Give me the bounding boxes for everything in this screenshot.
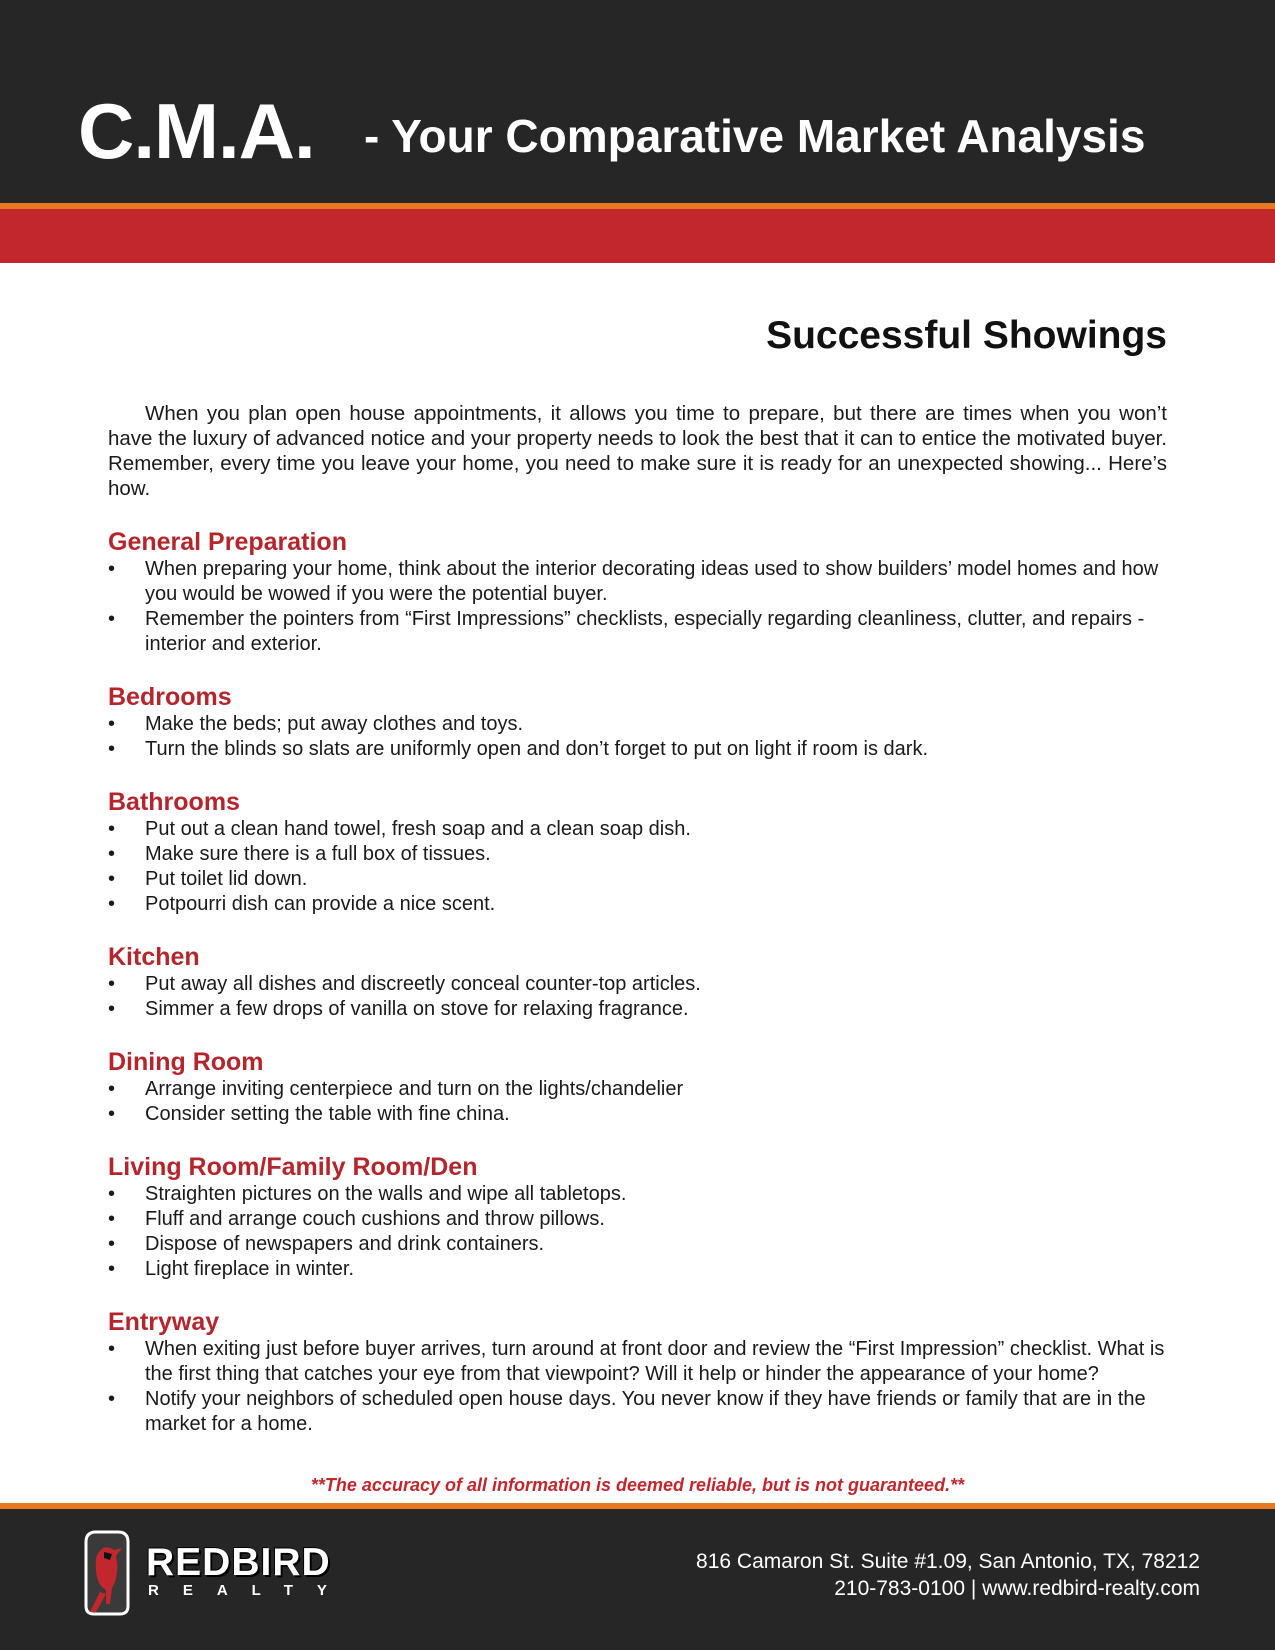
bullet-icon: • [108, 1208, 116, 1230]
list-item [108, 867, 1173, 892]
separator: | [970, 1577, 977, 1600]
section-heading: Entryway [108, 1308, 220, 1336]
list-item-text: When exiting just before buyer arrives, turn around at front door and review the “First Impression” checklist. What is the first thing that catches your eye from that viewpoint? Will it help or hinder the appearance of your home? [145, 1338, 1165, 1385]
list-item-text: Put away all dishes and discreetly conceal counter-top articles. [145, 973, 701, 995]
list-item-text: Fluff and arrange couch cushions and throw pillows. [145, 1208, 605, 1230]
bullet-icon: • [108, 818, 116, 840]
list-item [108, 1207, 1173, 1232]
list-item [108, 1337, 1173, 1387]
address-line: 816 Camaron St. Suite #1.09, San Antonio, TX, 78212 [696, 1550, 1200, 1573]
list-item [108, 1387, 1173, 1437]
header-bar [0, 0, 1275, 203]
bullet-icon: • [108, 1233, 116, 1255]
bullet-icon: • [108, 1388, 116, 1410]
bullet-icon: • [108, 1338, 116, 1360]
section-living-room [108, 1152, 1173, 1282]
section-heading: Bathrooms [108, 788, 240, 816]
brand-name: REDBIRD [146, 1541, 331, 1584]
bullet-icon: • [108, 843, 116, 865]
list-item [108, 557, 1173, 607]
bullet-icon: • [108, 713, 116, 735]
list-item-text: Potpourri dish can provide a nice scent. [145, 893, 496, 915]
section-heading: Dining Room [108, 1048, 264, 1076]
section-dining-room [108, 1047, 1173, 1127]
list-item [108, 817, 1173, 842]
cma-logo: C.M.A. [78, 87, 315, 175]
bullet-icon: • [108, 738, 116, 760]
list-item [108, 1257, 1173, 1282]
header-subtitle: - Your Comparative Market Analysis [364, 110, 1146, 162]
list-item-text: Put out a clean hand towel, fresh soap and a clean soap dish. [145, 818, 691, 840]
list-item [108, 842, 1173, 867]
bullet-icon: • [108, 558, 116, 580]
section-heading: Living Room/Family Room/Den [108, 1153, 478, 1181]
list-item [108, 1232, 1173, 1257]
section-general-preparation [108, 527, 1173, 657]
contact-info [696, 1548, 1200, 1602]
list-item [108, 712, 1173, 737]
bullet-icon: • [108, 608, 116, 630]
bullet-icon: • [108, 1103, 116, 1125]
list-item [108, 1182, 1173, 1207]
list-item-text: Arrange inviting centerpiece and turn on the lights/chandelier [145, 1078, 684, 1100]
bullet-icon: • [108, 1183, 116, 1205]
bullet-icon: • [108, 868, 116, 890]
list-item-text: Notify your neighbors of scheduled open house days. You never know if they have friends or family that are in the market for a home. [145, 1388, 1146, 1435]
section-heading: General Preparation [108, 528, 347, 556]
page-title: Successful Showings [766, 314, 1167, 357]
section-heading: Kitchen [108, 943, 200, 971]
bullet-icon: • [108, 973, 116, 995]
list-item-text: Dispose of newspapers and drink containers. [145, 1233, 545, 1255]
header-red-band [0, 209, 1275, 263]
list-item-text: Consider setting the table with fine china. [145, 1103, 510, 1125]
brand-subtitle: REALTY [148, 1582, 351, 1599]
bullet-icon: • [108, 1258, 116, 1280]
list-item [108, 607, 1173, 657]
list-item-text: Turn the blinds so slats are uniformly open and don’t forget to put on light if room is dark. [145, 738, 929, 760]
bullet-icon: • [108, 998, 116, 1020]
intro-paragraph: When you plan open house appointments, it allows you time to prepare, but there are times when you won’t have the luxury of advanced notice and your property needs to look the best that it can to entice the motivated buyer. Remember, every time you leave your home, you need to make sure it is ready for an unexpected showing... Here’s how. [108, 402, 1167, 500]
list-item-text: When preparing your home, think about the interior decorating ideas used to show builders’ model homes and how you would be wowed if you were the potential buyer. [145, 558, 1159, 605]
disclaimer: **The accuracy of all information is deemed reliable, but is not guaranteed.** [310, 1475, 965, 1495]
section-kitchen [108, 942, 1173, 1022]
contact-line [696, 1575, 1200, 1602]
list-item-text: Straighten pictures on the walls and wipe all tabletops. [145, 1183, 627, 1205]
list-item [108, 1102, 1173, 1127]
list-item-text: Put toilet lid down. [145, 868, 308, 890]
list-item [108, 737, 1173, 762]
list-item-text: Make the beds; put away clothes and toys. [145, 713, 523, 735]
list-item-text: Simmer a few drops of vanilla on stove for relaxing fragrance. [145, 998, 689, 1020]
section-heading: Bedrooms [108, 683, 232, 711]
list-item [108, 997, 1173, 1022]
section-bedrooms [108, 682, 1173, 762]
sections-list [108, 527, 1173, 1462]
list-item-text: Light fireplace in winter. [145, 1258, 355, 1280]
redbird-logo-icon [76, 1528, 138, 1620]
section-bathrooms [108, 787, 1173, 917]
list-item-text: Remember the pointers from “First Impressions” checklists, especially regarding cleanliness, clutter, and repairs - interior and exterior. [145, 608, 1145, 655]
bullet-icon: • [108, 1078, 116, 1100]
list-item-text: Make sure there is a full box of tissues. [145, 843, 491, 865]
list-item [108, 1077, 1173, 1102]
section-entryway [108, 1307, 1173, 1437]
bullet-icon: • [108, 893, 116, 915]
list-item [108, 972, 1173, 997]
website-link[interactable]: www.redbird-realty.com [982, 1577, 1200, 1600]
phone-number: 210-783-0100 [834, 1577, 965, 1600]
list-item [108, 892, 1173, 917]
